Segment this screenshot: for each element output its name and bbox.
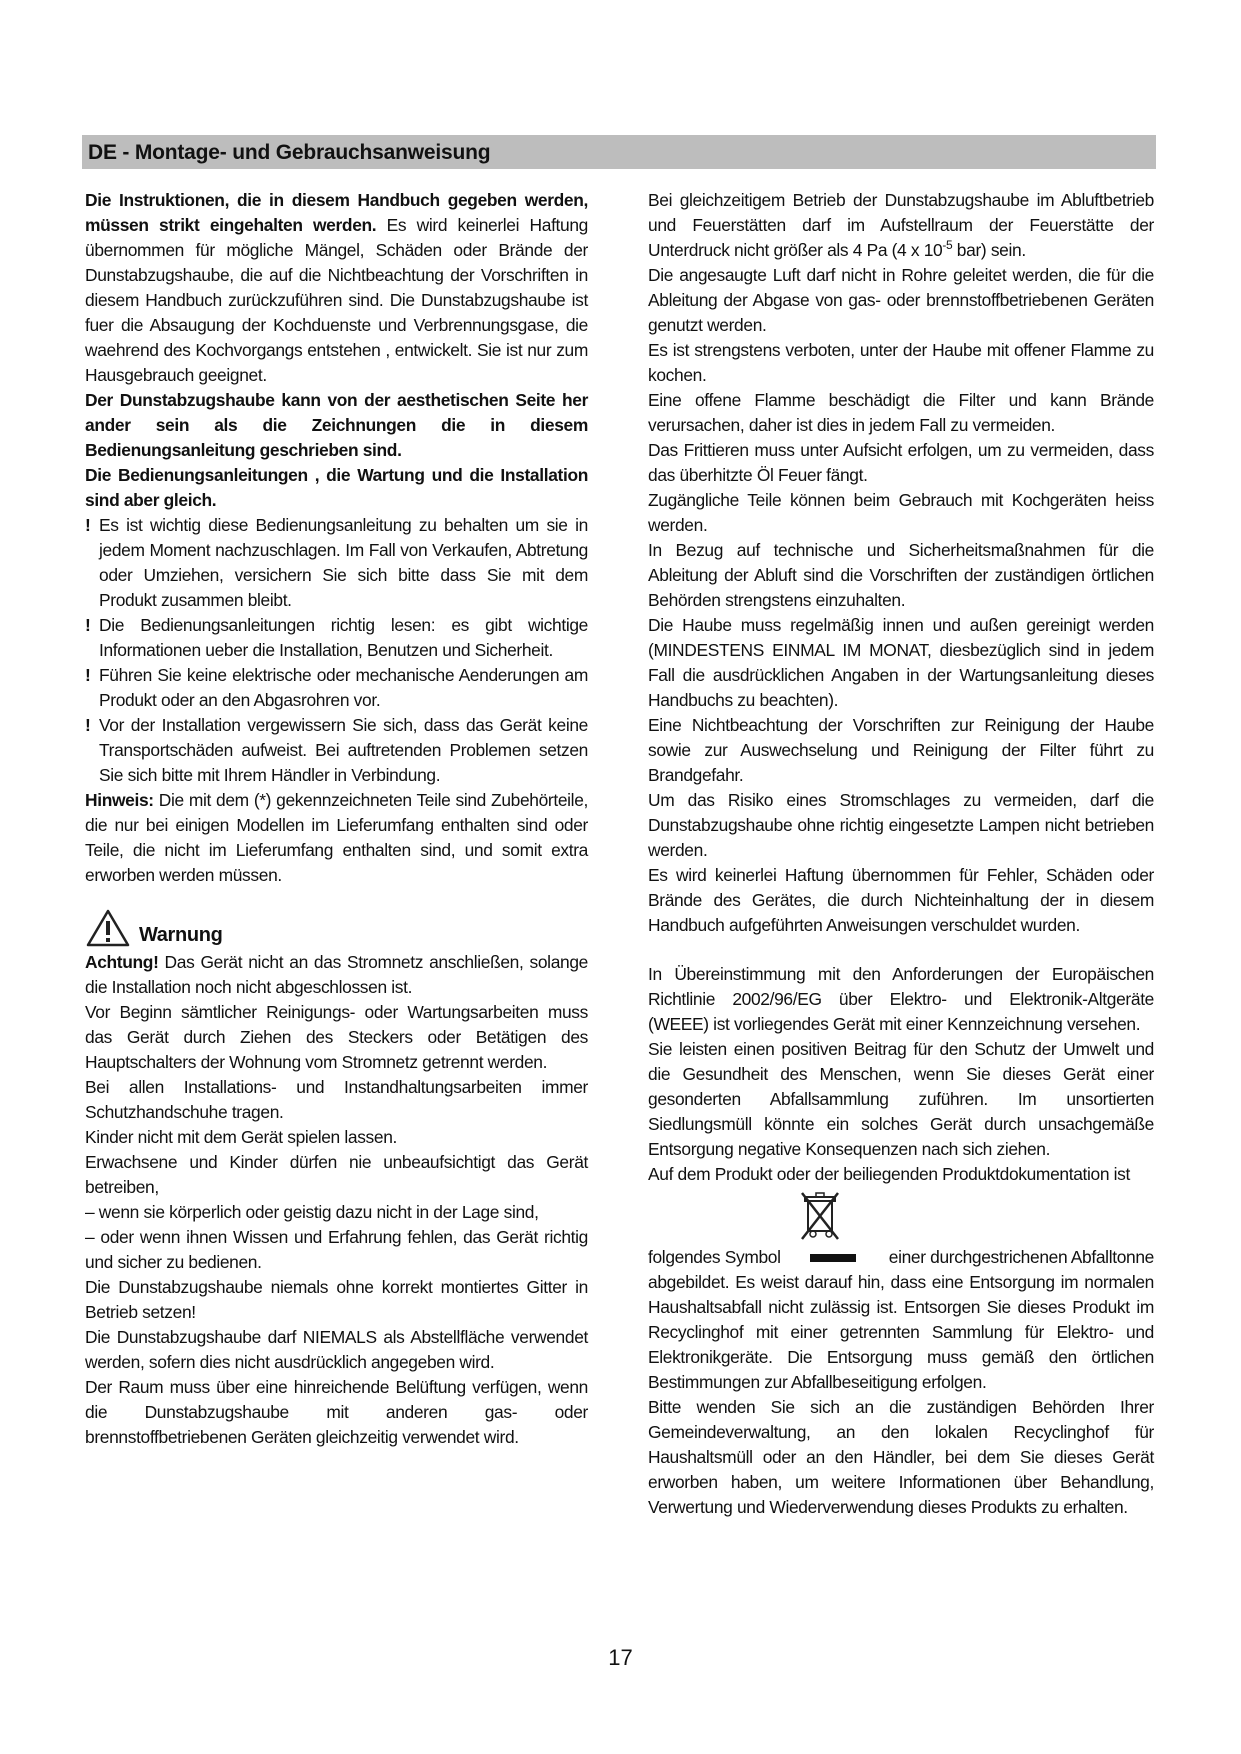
warning-triangle-icon	[85, 908, 131, 948]
notice-item	[85, 713, 588, 788]
right-column	[648, 188, 1154, 1520]
pressure-unit-text: bar) sein.	[952, 240, 1026, 260]
contact-paragraph: Bitte wenden Sie sich an die zuständigen Behörden Ihrer Gemeindeverwaltung, an den lokalen Recyclinghof für Haushaltsmüll oder an den Händler, bei dem Sie dieses Gerät erworben haben, um weitere Informationen über Behandlung, Verwertung und Wiederverwendung dieses Produkts zu erhalten.	[648, 1397, 1154, 1517]
achtung-text: Das Gerät nicht an das Stromnetz anschließen, solange die Installation noch nicht abgeschlossen ist.	[85, 952, 588, 997]
paragraph: Der Raum muss über eine hinreichende Belüftung verfügen, wenn die Dunstabzugshaube mit anderen gas- oder brennstoffbetriebenen Geräten gleichzeitig verwendet wird.	[85, 1377, 588, 1447]
hinweis-label: Hinweis:	[85, 790, 154, 810]
notice-text: Vor der Installation vergewissern Sie sich, dass das Gerät keine Transportschäden aufweist. Bei auftretenden Problemen setzen Sie sich bitte mit Ihrem Händler in Verbindung.	[99, 715, 588, 785]
hinweis-paragraph	[85, 788, 588, 888]
intro-paragraph	[85, 188, 588, 388]
notice-item	[85, 613, 588, 663]
exclamation-icon: !	[85, 515, 91, 535]
left-column	[85, 188, 588, 1450]
paragraph: Kinder nicht mit dem Gerät spielen lassen.	[85, 1127, 398, 1147]
paragraph: Eine Nichtbeachtung der Vorschriften zur Reinigung der Haube sowie zur Auswechselung und Reinigung der Filter führt zu Brandgefahr.	[648, 715, 1154, 785]
notice-text: Führen Sie keine elektrische oder mechanische Aenderungen am Produkt oder an den Abgasrohren vor.	[99, 665, 588, 710]
paragraph: Zugängliche Teile können beim Gebrauch mit Kochgeräten heiss werden.	[648, 490, 1154, 535]
paragraph: Es wird keinerlei Haftung übernommen für Fehler, Schäden oder Brände des Gerätes, die durch Nichteinhaltung der in diesem Handbuch aufgeführten Anweisungen verschuldet wurden.	[648, 865, 1154, 935]
black-bar-icon	[810, 1254, 856, 1262]
achtung-label: Achtung!	[85, 952, 159, 972]
notice-item	[85, 663, 588, 713]
paragraph: Erwachsene und Kinder dürfen nie unbeaufsichtigt das Gerät betreiben,	[85, 1152, 588, 1197]
paragraph: Um das Risiko eines Stromschlages zu vermeiden, darf die Dunstabzugshaube ohne richtig eingesetzte Lampen nicht betrieben werden.	[648, 790, 1154, 860]
paragraph: Die Haube muss regelmäßig innen und außen gereinigt werden (MINDESTENS EINMAL IM MONAT, diesbezüglich sind in jedem Fall die ausdrücklichen Angaben in der Wartungsanleitung dieses Handbuchs zu beachten).	[648, 615, 1154, 710]
warning-heading	[85, 906, 588, 948]
paragraph: Eine offene Flamme beschädigt die Filter und kann Brände verursachen, daher ist dies in jedem Fall zu vermeiden.	[648, 390, 1154, 435]
exclamation-icon: !	[85, 665, 91, 685]
crossed-out-bin-icon	[798, 1189, 842, 1245]
exclamation-icon: !	[85, 715, 91, 735]
paragraph: – oder wenn ihnen Wissen und Erfahrung fehlen, das Gerät richtig und sicher zu bedienen.	[85, 1227, 588, 1272]
paragraph: Das Frittieren muss unter Aufsicht erfolgen, um zu vermeiden, dass das überhitzte Öl Feuer fängt.	[648, 440, 1154, 485]
section-header-bar	[82, 135, 1156, 169]
notice-text: Es ist wichtig diese Bedienungsanleitung zu behalten um sie in jedem Moment nachzuschlagen. Im Fall von Verkaufen, Abtretung oder Umziehen, versichern Sie sich bitte dass Sie mit dem Produkt zusammen bleibt.	[99, 515, 588, 610]
intro-bold-text: Die Instruktionen, die in diesem Handbuch gegeben werden, müssen strikt eingehalten werden.	[85, 190, 588, 235]
paragraph: In Bezug auf technische und Sicherheitsmaßnahmen für die Ableitung der Abluft sind die Vorschriften der zuständigen örtlichen Behörden strengstens einzuhalten.	[648, 540, 1154, 610]
exponent: -5	[942, 238, 953, 253]
pressure-paragraph	[648, 188, 1154, 263]
achtung-paragraph	[85, 950, 588, 1000]
design-note: Der Dunstabzugshaube kann von der aesthetischen Seite her ander sein als die Zeichnungen die in diesem Bedienungsanleitung geschrieben sind.	[85, 390, 588, 460]
weee-paragraph: In Übereinstimmung mit den Anforderungen der Europäischen Richtlinie 2002/96/EG über Elektro- und Elektronik-Altgeräte (WEEE) ist vorliegendes Gerät mit einer Kennzeichnung versehen.	[648, 964, 1154, 1034]
section-title: DE - Montage- und Gebrauchsanweisung	[88, 141, 491, 164]
weee-symbol-block	[648, 1187, 1154, 1245]
disposal-paragraph: abgebildet. Es weist darauf hin, dass eine Entsorgung im normalen Haushaltsabfall nicht zulässig ist. Entsorgen Sie dieses Produkt im Recyclinghof mit einer getrennten Sammlung für Elektro- und Elektronikgeräte. Die Entsorgung muss gemäß den örtlichen Bestimmungen zur Abfallbeseitigung erfolgen.	[648, 1272, 1154, 1392]
exclamation-icon: !	[85, 615, 91, 635]
paragraph: Die angesaugte Luft darf nicht in Rohre geleitet werden, die für die Ableitung der Abgase von gas- oder brennstoffbetriebenen Geräten genutzt werden.	[648, 265, 1154, 335]
weee-paragraph: Auf dem Produkt oder der beiliegenden Produktdokumentation ist	[648, 1164, 1130, 1184]
page-number: 17	[608, 1645, 633, 1670]
notice-text: Die Bedienungsanleitungen richtig lesen: es gibt wichtige Informationen ueber die Installation, Benutzen und Sicherheit.	[99, 615, 588, 660]
weee-paragraph: Sie leisten einen positiven Beitrag für den Schutz der Umwelt und die Gesundheit des Menschen, wenn Sie dieses Gerät einer gesonderten Abfallsammlung zuführen. Im unsortierten Siedlungsmüll könnte ein solches Gerät durch unsachgemäße Entsorgung negative Konsequenzen nach sich ziehen.	[648, 1039, 1154, 1159]
paragraph: Die Dunstabzugshaube niemals ohne korrekt montiertes Gitter in Betrieb setzen!	[85, 1277, 588, 1322]
paragraph: – wenn sie körperlich oder geistig dazu nicht in der Lage sind,	[85, 1202, 539, 1222]
symbol-prefix: folgendes Symbol	[648, 1247, 781, 1267]
pressure-text: Bei gleichzeitigem Betrieb der Dunstabzugshaube im Abluftbetrieb und Feuerstätten darf im Aufstellraum der Feuerstätte der Unterdruck nicht größer als 4 Pa (4 x 10	[648, 190, 1154, 260]
hinweis-text: Die mit dem (*) gekennzeichneten Teile sind Zubehörteile, die nur bei einigen Modellen im Lieferumfang enthalten sind oder Teile, die nicht im Lieferumfang enthalten sind, und somit extra erworben werden müssen.	[85, 790, 588, 885]
manual-note: Die Bedienungsanleitungen , die Wartung und die Installation sind aber gleich.	[85, 465, 588, 510]
paragraph: Die Dunstabzugshaube darf NIEMALS als Abstellfläche verwendet werden, sofern dies nicht ausdrücklich angegeben wird.	[85, 1327, 588, 1372]
paragraph: Bei allen Installations- und Instandhaltungsarbeiten immer Schutzhandschuhe tragen.	[85, 1077, 588, 1122]
warning-title: Warnung	[139, 924, 223, 946]
paragraph: Vor Beginn sämtlicher Reinigungs- oder Wartungsarbeiten muss das Gerät durch Ziehen des Steckers oder Betätigen des Hauptschalters der Wohnung vom Stromnetz getrennt werden.	[85, 1002, 588, 1072]
symbol-line	[648, 1245, 1154, 1270]
notice-item	[85, 513, 588, 613]
symbol-suffix: einer durchgestrichenen Abfalltonne	[888, 1247, 1154, 1267]
spacer	[648, 938, 1154, 962]
intro-text: Es wird keinerlei Haftung übernommen für mögliche Mängel, Schäden oder Brände der Dunstabzugshaube, die auf die Nichtbeachtung der Vorschriften in diesem Handbuch zurückzuführen sind. Die Dunstabzugshaube ist fuer die Absaugung der Kochduenste und Verbrennungsgase, die waehrend des Kochvorgangs entstehen , entwickelt. Sie ist nur zum Hausgebrauch geeignet.	[85, 215, 588, 385]
paragraph: Es ist strengstens verboten, unter der Haube mit offener Flamme zu kochen.	[648, 340, 1154, 385]
